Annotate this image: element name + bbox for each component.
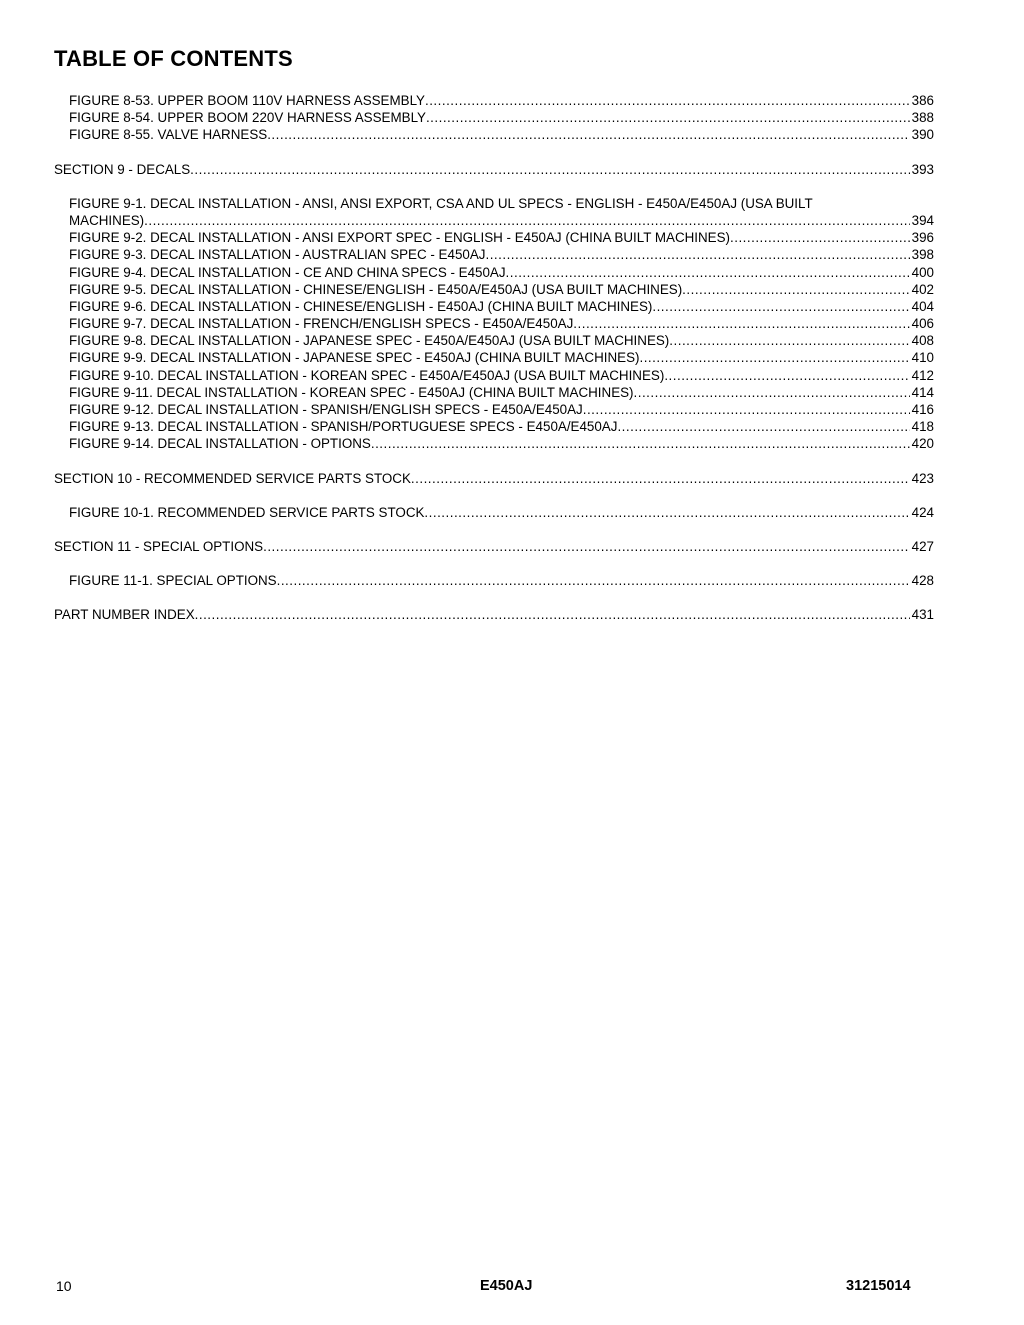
dot-leader xyxy=(583,401,910,418)
toc-entry-label: FIGURE 9-4. DECAL INSTALLATION - CE AND CHINA SPECS - E450AJ xyxy=(69,264,506,280)
dot-leader xyxy=(425,92,910,109)
page-title: TABLE OF CONTENTS xyxy=(54,46,293,71)
toc-entry-page: 416 xyxy=(911,402,934,418)
toc-entry[interactable] xyxy=(54,349,934,366)
dot-leader xyxy=(634,384,910,401)
dot-leader xyxy=(267,126,909,143)
toc-entry-label: FIGURE 8-53. UPPER BOOM 110V HARNESS ASSEMBLY xyxy=(69,92,425,108)
toc-entry-label: FIGURE 8-54. UPPER BOOM 220V HARNESS ASSEMBLY xyxy=(69,110,426,126)
toc-entry-page: 400 xyxy=(911,264,934,280)
toc-section-label: SECTION 10 - RECOMMENDED SERVICE PARTS STOCK xyxy=(54,470,411,486)
toc-section-10[interactable] xyxy=(54,470,934,487)
toc-entry-page: 406 xyxy=(911,316,934,332)
toc-entry-figure-9-1[interactable] xyxy=(54,195,934,229)
spacer xyxy=(54,521,934,538)
dot-leader xyxy=(730,229,910,246)
toc-entry-figure-10-1[interactable] xyxy=(54,504,934,521)
spacer xyxy=(54,555,934,572)
dot-leader xyxy=(277,572,910,589)
footer-doc-number: 31215014 xyxy=(846,1278,911,1294)
dot-leader xyxy=(506,264,910,281)
toc-entry-label: FIGURE 9-7. DECAL INSTALLATION - FRENCH/ENGLISH SPECS - E450A/E450AJ xyxy=(69,316,574,332)
toc-entry[interactable] xyxy=(54,109,934,126)
toc-section-page: 427 xyxy=(911,538,934,554)
toc-entry-page: 398 xyxy=(911,247,934,263)
toc-entry-label: FIGURE 9-5. DECAL INSTALLATION - CHINESE/ENGLISH - E450A/E450AJ (USA BUILT MACHINES) xyxy=(69,281,683,297)
toc-entry[interactable] xyxy=(54,126,934,143)
toc-entry-figure-11-1[interactable] xyxy=(54,572,934,589)
dot-leader xyxy=(669,332,909,349)
toc-entry[interactable] xyxy=(54,332,934,349)
toc-entry[interactable] xyxy=(54,246,934,263)
footer-model: E450AJ xyxy=(480,1278,533,1294)
toc-entry-page: 418 xyxy=(911,419,934,435)
toc-section-9[interactable] xyxy=(54,161,934,178)
toc-entry[interactable] xyxy=(54,264,934,281)
toc-entry-label: FIGURE 9-9. DECAL INSTALLATION - JAPANESE SPEC - E450AJ (CHINA BUILT MACHINES) xyxy=(69,350,640,366)
toc-entry-label: FIGURE 10-1. RECOMMENDED SERVICE PARTS STOCK xyxy=(69,504,425,520)
spacer xyxy=(54,144,934,161)
toc-entry[interactable] xyxy=(54,298,934,315)
dot-leader xyxy=(485,246,909,263)
toc-entry-page: 424 xyxy=(911,504,934,520)
dot-leader xyxy=(664,367,909,384)
toc-entry-page: 390 xyxy=(911,127,934,143)
dot-leader xyxy=(144,212,910,229)
toc-entry-page: 414 xyxy=(911,384,934,400)
toc-entry-page: 402 xyxy=(911,281,934,297)
toc-entry-page: 388 xyxy=(911,110,934,126)
toc-entry-label: FIGURE 9-12. DECAL INSTALLATION - SPANISH/ENGLISH SPECS - E450A/E450AJ xyxy=(69,402,583,418)
toc-entry[interactable] xyxy=(54,435,934,452)
toc-entry-label: FIGURE 9-2. DECAL INSTALLATION - ANSI EXPORT SPEC - ENGLISH - E450AJ (CHINA BUILT MACHINES) xyxy=(69,230,731,246)
toc-entry-label-line2: MACHINES) xyxy=(69,212,145,228)
dot-leader xyxy=(371,435,910,452)
toc-entry[interactable] xyxy=(54,418,934,435)
spacer xyxy=(54,453,934,470)
dot-leader xyxy=(639,349,909,366)
dot-leader xyxy=(573,315,909,332)
toc-entry-page: 408 xyxy=(911,333,934,349)
toc-entry[interactable] xyxy=(54,229,934,246)
toc-entry-page: 404 xyxy=(911,298,934,314)
dot-leader xyxy=(190,161,909,178)
spacer xyxy=(54,589,934,606)
dot-leader xyxy=(263,538,910,555)
dot-leader xyxy=(652,298,909,315)
toc-entry[interactable] xyxy=(54,401,934,418)
toc-entry[interactable] xyxy=(54,384,934,401)
toc-section-page: 431 xyxy=(911,607,934,623)
spacer xyxy=(54,178,934,195)
toc-section-11[interactable] xyxy=(54,538,934,555)
toc-entry[interactable] xyxy=(54,92,934,109)
toc-entry-page: 410 xyxy=(911,350,934,366)
toc-entry-label: FIGURE 8-55. VALVE HARNESS xyxy=(69,127,268,143)
dot-leader xyxy=(195,606,910,623)
dot-leader xyxy=(424,504,909,521)
dot-leader xyxy=(411,470,910,487)
toc-entry-label-line1: FIGURE 9-1. DECAL INSTALLATION - ANSI, ANSI EXPORT, CSA AND UL SPECS - ENGLISH - E450A/E450AJ (USA BUILT xyxy=(69,195,813,211)
toc-entry-label: FIGURE 9-10. DECAL INSTALLATION - KOREAN SPEC - E450A/E450AJ (USA BUILT MACHINES) xyxy=(69,367,665,383)
toc-section-page: 423 xyxy=(911,470,934,486)
dot-leader xyxy=(426,109,910,126)
table-of-contents xyxy=(54,92,934,624)
toc-section-label: SECTION 11 - SPECIAL OPTIONS xyxy=(54,538,264,554)
toc-entry-page: 386 xyxy=(911,92,934,108)
toc-entry-line2 xyxy=(69,212,934,229)
toc-entry-page: 428 xyxy=(911,573,934,589)
footer-page-number: 10 xyxy=(56,1278,72,1294)
spacer xyxy=(54,487,934,504)
toc-entry-label: FIGURE 9-8. DECAL INSTALLATION - JAPANESE SPEC - E450A/E450AJ (USA BUILT MACHINES) xyxy=(69,333,670,349)
toc-section-label: SECTION 9 - DECALS xyxy=(54,161,191,177)
toc-entry[interactable] xyxy=(54,367,934,384)
toc-entry-label: FIGURE 9-14. DECAL INSTALLATION - OPTIONS xyxy=(69,436,371,452)
toc-entry-label: FIGURE 9-11. DECAL INSTALLATION - KOREAN SPEC - E450AJ (CHINA BUILT MACHINES) xyxy=(69,384,634,400)
toc-entry-label: FIGURE 9-6. DECAL INSTALLATION - CHINESE/ENGLISH - E450AJ (CHINA BUILT MACHINES) xyxy=(69,298,653,314)
toc-section-page: 393 xyxy=(911,161,934,177)
toc-entry-label: FIGURE 9-13. DECAL INSTALLATION - SPANISH/PORTUGUESE SPECS - E450A/E450AJ xyxy=(69,419,618,435)
dot-leader xyxy=(617,418,909,435)
toc-entry-label: FIGURE 11-1. SPECIAL OPTIONS xyxy=(69,573,277,589)
toc-part-number-index[interactable] xyxy=(54,606,934,623)
toc-entry-page: 396 xyxy=(911,230,934,246)
dot-leader xyxy=(682,281,910,298)
toc-entry-page: 394 xyxy=(911,212,934,228)
toc-entry-page: 412 xyxy=(911,367,934,383)
toc-entry[interactable] xyxy=(54,281,934,298)
toc-entry-label: FIGURE 9-3. DECAL INSTALLATION - AUSTRALIAN SPEC - E450AJ xyxy=(69,247,486,263)
toc-entry[interactable] xyxy=(54,315,934,332)
toc-entry-page: 420 xyxy=(911,436,934,452)
toc-section-label: PART NUMBER INDEX xyxy=(54,607,195,623)
